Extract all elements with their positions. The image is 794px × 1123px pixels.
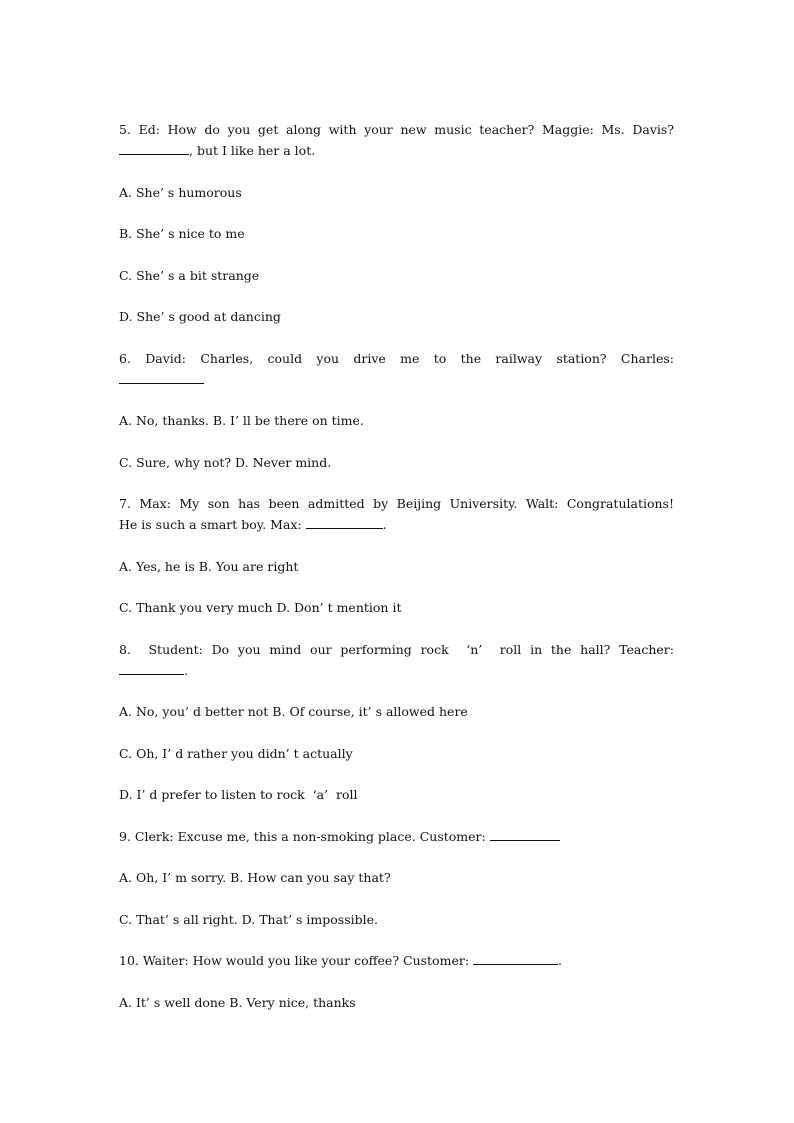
- answer-blank: [119, 140, 189, 155]
- question-8-options-ab: A. No, you’ d better not B. Of course, it’ s allowed here: [119, 704, 468, 719]
- question-8-option-c: C. Oh, I’ d rather you didn’ t actually: [119, 745, 353, 761]
- question-9-stem: [119, 826, 674, 847]
- question-6: [119, 348, 674, 390]
- question-8: [119, 639, 674, 681]
- question-5-option-b: B. She’ s nice to me: [119, 226, 245, 241]
- question-6-options-ab: A. No, thanks. B. I’ ll be there on time.: [119, 413, 364, 428]
- question-5-option-d: D. She’ s good at dancing: [119, 309, 281, 324]
- question-8-option-d: D. I’ d prefer to listen to rock ‘a’ roll: [119, 787, 358, 802]
- answer-blank: [306, 514, 383, 529]
- question-8-stem-continuation: [119, 660, 674, 681]
- question-10-stem-tail: .: [558, 953, 562, 968]
- answer-blank: [490, 826, 560, 841]
- question-8-stem-tail: .: [184, 662, 188, 678]
- question-10-stem-text: 10. Waiter: How would you like your coffee? Customer:: [119, 953, 473, 968]
- question-7-options-ab: A. Yes, he is B. You are right: [119, 558, 299, 574]
- document-page: [119, 119, 674, 1033]
- question-9-options-cd: C. That’ s all right. D. That’ s impossible.: [119, 911, 378, 927]
- question-5-stem-tail: , but I like her a lot.: [189, 143, 316, 158]
- question-10-stem: [119, 950, 674, 971]
- question-9-options-ab: A. Oh, I’ m sorry. B. How can you say that?: [119, 870, 391, 885]
- question-7-stem: 7. Max: My son has been admitted by Beijing University. Walt: Congratulations!: [119, 496, 674, 511]
- question-5-option-c: C. She’ s a bit strange: [119, 267, 260, 283]
- question-9-stem-text: 9. Clerk: Excuse me, this a non-smoking place. Customer:: [119, 828, 490, 844]
- question-5: [119, 119, 674, 161]
- question-8-stem: 8. Student: Do you mind our performing rock ‘n’ roll in the hall? Teacher:: [119, 641, 674, 657]
- answer-blank: [119, 369, 204, 384]
- question-7-stem-middle: He is such a smart boy. Max:: [119, 517, 306, 532]
- question-6-stem: 6. David: Charles, could you drive me to the railway station? Charles:: [119, 350, 674, 366]
- question-7-stem-continuation: [119, 514, 674, 535]
- question-7-stem-tail: .: [382, 517, 387, 532]
- answer-blank: [119, 660, 184, 675]
- answer-blank: [473, 950, 558, 965]
- question-6-stem-continuation: [119, 369, 674, 390]
- question-5-option-a: A. She’ s humorous: [119, 184, 242, 200]
- question-7-options-cd: C. Thank you very much D. Don’ t mention it: [119, 600, 402, 615]
- question-7: [119, 493, 674, 535]
- question-5-stem: 5. Ed: How do you get along with your new music teacher? Maggie: Ms. Davis?: [119, 122, 674, 137]
- question-10-options-ab: A. It’ s well done B. Very nice, thanks: [119, 994, 356, 1010]
- question-6-options-cd: C. Sure, why not? D. Never mind.: [119, 454, 332, 470]
- question-5-stem-continuation: [119, 140, 674, 161]
